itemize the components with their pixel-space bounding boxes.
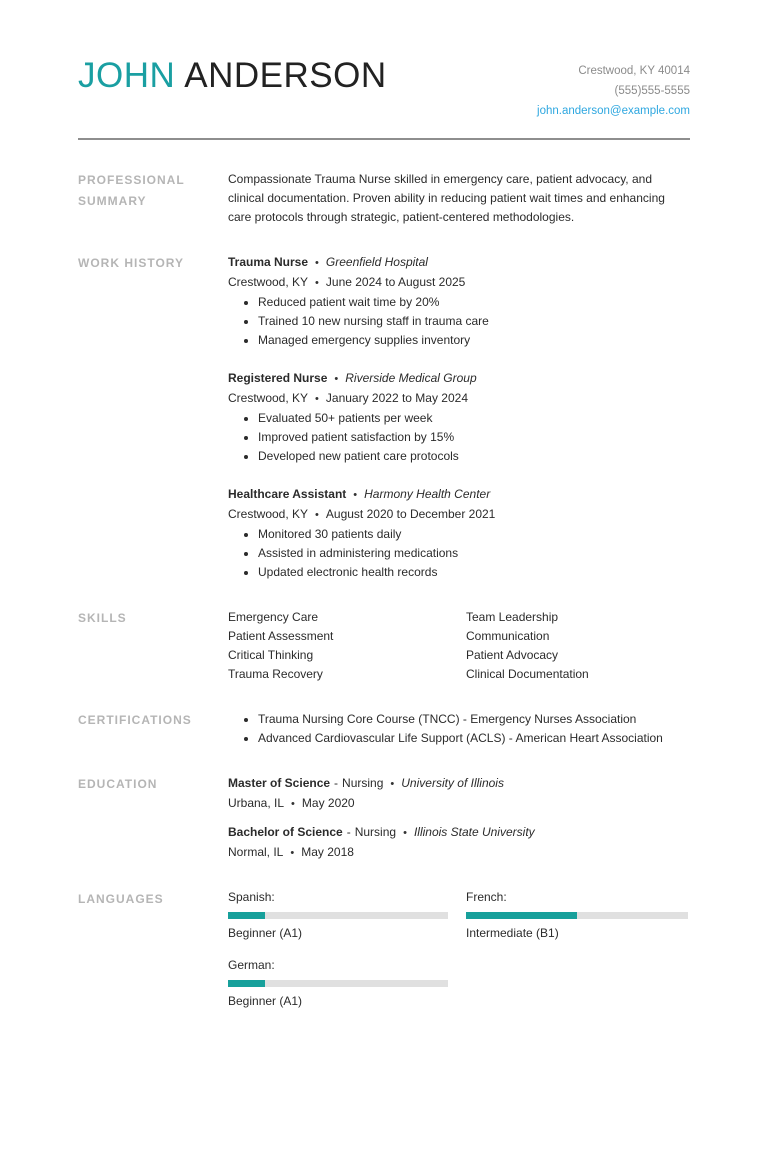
separator-dot: • — [315, 509, 319, 521]
language-level: Beginner (A1) — [228, 994, 303, 1008]
language-name: Spanish: — [228, 890, 275, 904]
degree-meta-line — [228, 843, 690, 863]
section-label-professional-summary: PROFESSIONAL SUMMARY — [78, 173, 185, 208]
job-bullet: • Developed new patient care protocols — [258, 447, 690, 466]
skill-item: Patient Assessment — [228, 629, 334, 643]
language-name: German: — [228, 958, 275, 972]
job-bullet-list — [228, 525, 690, 582]
job-bullet: • Reduced patient wait time by 20% — [258, 293, 690, 312]
certification-item: • Advanced Cardiovascular Life Support (ACLS) - American Heart Association — [258, 729, 690, 748]
header-divider — [78, 138, 690, 140]
job-bullet: • Monitored 30 patients daily — [258, 525, 690, 544]
language-item-spanish — [228, 889, 448, 942]
job-title: Healthcare Assistant — [228, 487, 347, 501]
job-meta-line — [228, 505, 690, 525]
skill-item: Critical Thinking — [228, 648, 314, 662]
skill-item: Communication — [466, 629, 550, 643]
language-progress-fill — [228, 912, 265, 919]
contact-location: Crestwood, KY 40014 — [578, 65, 690, 77]
separator-dot: • — [315, 393, 319, 405]
language-item-french — [466, 889, 688, 942]
job-bullet: • Improved patient satisfaction by 15% — [258, 428, 690, 447]
summary-text: Compassionate Trauma Nurse skilled in emergency care, patient advocacy, and clinical documentation. Proven ability in reducing patient wait times and enhancing care protocols through strategic, patient-centered methodologies. — [228, 172, 665, 224]
job-location: Crestwood, KY — [228, 391, 309, 405]
degree-name: Master of Science — [228, 776, 331, 790]
job-meta-line — [228, 389, 690, 409]
education-entry-bachelors — [228, 823, 690, 863]
separator-dash: - — [334, 776, 339, 790]
skill-item: Patient Advocacy — [466, 648, 559, 662]
degree-title-line — [228, 774, 690, 794]
degree-school: University of Illinois — [401, 776, 504, 790]
skill-item: Trauma Recovery — [228, 667, 323, 681]
language-name: French: — [466, 890, 507, 904]
first-name: JOHN — [78, 56, 176, 95]
job-entry-trauma-nurse — [228, 253, 690, 350]
job-meta-line — [228, 273, 690, 293]
degree-location: Normal, IL — [228, 845, 284, 859]
languages-grid — [228, 889, 690, 1010]
section-label-languages: LANGUAGES — [78, 892, 164, 906]
job-entry-healthcare-assistant — [228, 485, 690, 582]
certification-list — [228, 710, 690, 748]
degree-location: Urbana, IL — [228, 796, 285, 810]
section-certifications — [78, 710, 690, 748]
skill-item: Clinical Documentation — [466, 667, 589, 681]
job-dates: August 2020 to December 2021 — [325, 507, 496, 521]
section-label-education: EDUCATION — [78, 777, 158, 791]
degree-title-line — [228, 823, 690, 843]
separator-dot: • — [334, 373, 339, 385]
job-title-line — [228, 369, 690, 389]
job-bullet: • Managed emergency supplies inventory — [258, 331, 690, 350]
language-progress-track — [466, 912, 688, 919]
last-name: ANDERSON — [184, 56, 387, 95]
separator-dot: • — [290, 847, 295, 859]
separator-dot: • — [353, 489, 358, 501]
job-location: Crestwood, KY — [228, 507, 309, 521]
contact-email-link[interactable]: john.anderson@example.com — [537, 105, 690, 117]
job-entry-registered-nurse — [228, 369, 690, 466]
section-languages — [78, 889, 690, 1010]
degree-dates: May 2018 — [301, 845, 354, 859]
section-label-work-history: WORK HISTORY — [78, 256, 185, 270]
degree-school: Illinois State University — [413, 825, 535, 839]
certification-item: • Trauma Nursing Core Course (TNCC) - Emergency Nurses Association — [258, 710, 690, 729]
job-company: Greenfield Hospital — [325, 255, 428, 269]
job-bullet: • Evaluated 50+ patients per week — [258, 409, 690, 428]
job-company: Riverside Medical Group — [345, 371, 477, 385]
language-level: Beginner (A1) — [228, 926, 303, 940]
section-education — [78, 774, 690, 863]
job-dates: January 2022 to May 2024 — [325, 391, 469, 405]
job-bullet: • Assisted in administering medications — [258, 544, 690, 563]
section-professional-summary — [78, 170, 690, 227]
resume-header — [78, 56, 690, 121]
separator-dot: • — [315, 277, 319, 289]
separator-dot: • — [291, 798, 295, 810]
job-title-line — [228, 253, 690, 273]
section-label-certifications: CERTIFICATIONS — [78, 713, 192, 727]
job-company: Harmony Health Center — [364, 487, 491, 501]
section-work-history — [78, 253, 690, 582]
job-title: Trauma Nurse — [228, 255, 309, 269]
degree-name: Bachelor of Science — [228, 825, 343, 839]
language-item-german — [228, 957, 448, 1010]
separator-dot: • — [403, 827, 407, 839]
job-dates: June 2024 to August 2025 — [325, 275, 466, 289]
skills-grid — [228, 608, 690, 684]
separator-dot: • — [315, 257, 319, 269]
language-progress-track — [228, 912, 448, 919]
job-bullet-list — [228, 409, 690, 466]
job-location: Crestwood, KY — [228, 275, 309, 289]
job-title: Registered Nurse — [228, 371, 328, 385]
section-label-skills: SKILLS — [78, 611, 127, 625]
education-entry-masters — [228, 774, 690, 814]
section-skills — [78, 608, 690, 684]
degree-dates: May 2020 — [301, 796, 355, 810]
skill-item: Emergency Care — [228, 610, 319, 624]
language-progress-fill — [466, 912, 577, 919]
contact-block — [537, 56, 690, 121]
degree-meta-line — [228, 794, 690, 814]
contact-phone: (555)555-5555 — [614, 85, 690, 97]
job-title-line — [228, 485, 690, 505]
page-title — [78, 56, 387, 96]
language-progress-track — [228, 980, 448, 987]
language-level: Intermediate (B1) — [466, 926, 559, 940]
degree-field: Nursing — [354, 825, 397, 839]
language-progress-fill — [228, 980, 265, 987]
job-bullet: • Trained 10 new nursing staff in trauma care — [258, 312, 690, 331]
job-bullet-list — [228, 293, 690, 350]
degree-field: Nursing — [342, 776, 384, 790]
separator-dot: • — [390, 778, 395, 790]
skill-item: Team Leadership — [466, 610, 559, 624]
separator-dash: - — [346, 825, 351, 839]
job-bullet: • Updated electronic health records — [258, 563, 690, 582]
